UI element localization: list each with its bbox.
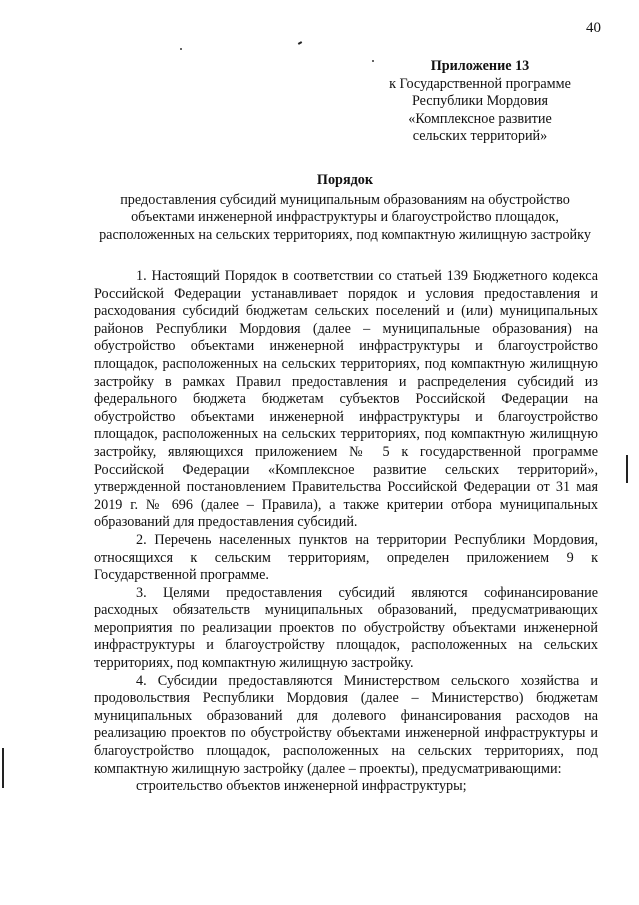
paragraph-3: 3. Целями предоставления субсидий являются софинансирование расходных обязательств муниципальных образований, предусматривающих мероприятия по реализации проектов по обустройству объектами инженерной инфраструктуры и благоустройству площадок, расположенных на сельских территориях, под компактную жилищную застройку.: [94, 584, 598, 672]
appendix-heading: Приложение 13: [430, 58, 530, 74]
appendix-line: «Комплексное развитие: [408, 110, 552, 127]
paragraph-4: 4. Субсидии предоставляются Министерством сельского хозяйства и продовольствия Республики Мордовия (далее – Министерство) бюджетам муниципальных образований для долевого финансирования расходов на реализацию проектов по обустройству объектами инженерной инфраструктуры и благоустройство площадок, расположенных на сельских территориях, под компактную жилищную застройку (далее – проекты), предусматривающими:: [94, 672, 598, 777]
page-number: 40: [586, 20, 601, 36]
paragraph-2: 2. Перечень населенных пунктов на территории Республики Мордовия, относящихся к сельским территориям, определен приложением 9 к Государственной программе.: [94, 531, 598, 584]
document-subtitle: предоставления субсидий муниципальным образованиям на обустройство объектами инженерной инфраструктуры и благоустройство площадок, расположенных на сельских территориях, под компактную жилищную застройку: [99, 191, 591, 243]
document-body: [94, 268, 598, 796]
appendix-line: Республики Мордовия: [411, 93, 549, 109]
scan-mark-tick: [298, 41, 302, 45]
scan-margin-mark: [2, 748, 4, 788]
scan-margin-mark: [626, 455, 628, 483]
scan-mark-dot: [180, 48, 182, 50]
document-title: Порядок: [316, 172, 374, 188]
document-title-block: [92, 172, 598, 244]
appendix-line: сельских территорий»: [412, 128, 548, 144]
paragraph-1: 1. Настоящий Порядок в соответствии со статьей 139 Бюджетного кодекса Российской Федерации устанавливает порядок и условия предоставления и расходования субсидий бюджетам сельских поселений и (или) муниципальных районов Республики Мордовия (далее – муниципальные образования) на обустройство объектами инженерной инфраструктуры и благоустройство площадок, расположенных на сельских территориях, под компактную жилищную застройку в рамках Правил предоставления и распределения субсидий из федерального бюджета бюджетам субъектов Российской Федерации на обустройство объектами инженерной инфраструктуры и благоустройство площадок, расположенных на сельских территориях, под компактную жилищную застройку, являющихся приложением № 5 к государственной программе Российской Федерации «Комплексное развитие сельских территорий», утвержденной постановлением Правительства Российской Федерации от 31 мая 2019 г. № 696 (далее – Правила), а также критерии отбора муниципальных образований для предоставления субсидий.: [94, 268, 598, 531]
appendix-block: [360, 58, 600, 146]
paragraph-5: строительство объектов инженерной инфраструктуры;: [136, 778, 467, 795]
appendix-line: к Государственной программе: [389, 75, 571, 92]
